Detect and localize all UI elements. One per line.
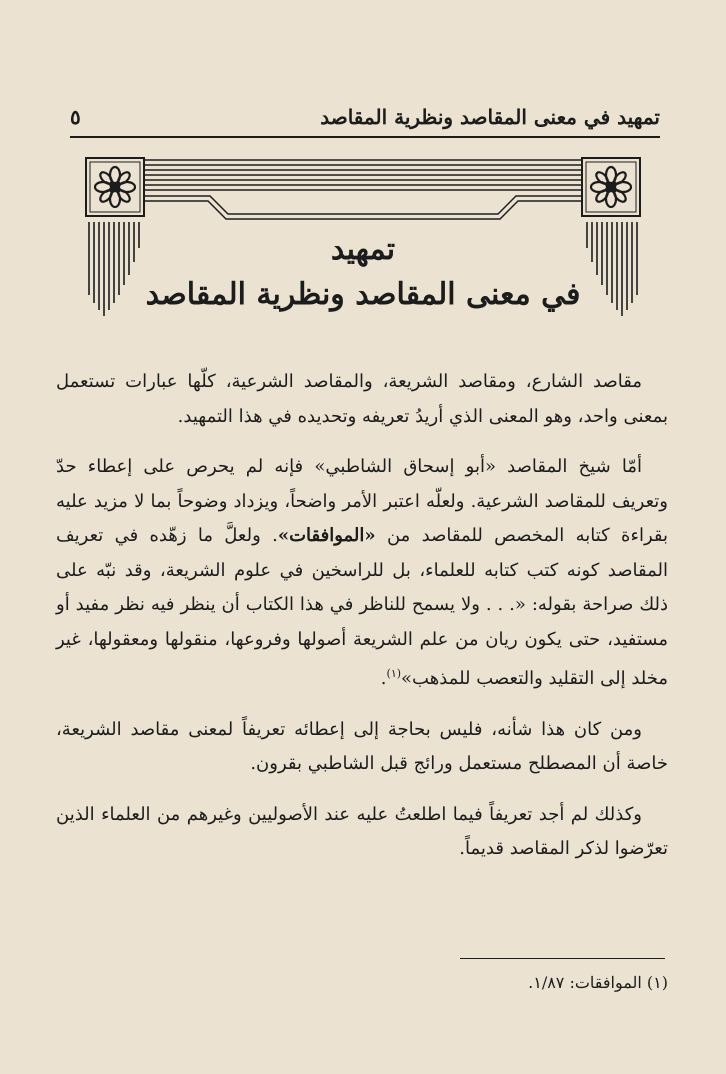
paragraph-2-part-b: . ولعلَّ ما زهّده في تعريف المقاصد كونه كتب كتابه للعلماء، بل للراسخين في علوم الشريعة، وقد نبّه على ذلك صراحة بقوله: «. . . ولا يسمح للناظر في هذا الكتاب أن ينظر فيه نظر مفيد أو مستفيد، حتى يكون ريان من علم الشريعة أصولها وفروعها، منقولها ومعقولها، غير مخلد إلى التقليد والتعصب للمذهب» xyxy=(56,525,668,689)
footnote-rule xyxy=(460,958,665,959)
paragraph-2 xyxy=(56,450,668,697)
left-medallion xyxy=(86,158,144,216)
paragraph-2-part-a: أمّا شيخ المقاصد «أبو إسحاق الشاطبي» فإنه لم يحرص على إعطاء حدّ وتعريف للمقاصد الشرعية. ولعلّه اعتبر الأمر واضحاً، ويزداد وضوحاً بما لا مزيد عليه بقراءة كتابه المخصص للمقاصد من xyxy=(56,456,668,546)
book-title-muwafaqat: «الموافقات» xyxy=(277,525,376,546)
right-medallion xyxy=(582,158,640,216)
footnote-ref[interactable]: (١) xyxy=(386,667,402,680)
page-number: ٥ xyxy=(70,105,81,129)
chapter-title: تمهيد xyxy=(330,232,396,267)
paragraph-4: وكذلك لم أجد تعريفاً فيما اطلعتُ عليه عند الأصوليين وغيرهم من العلماء الذين تعرّضوا لذكر المقاصد قديماً. xyxy=(56,803,668,859)
paragraph-2-end: . xyxy=(380,668,387,689)
paragraph-1: مقاصد الشارع، ومقاصد الشريعة، والمقاصد الشرعية، كلّها عبارات تستعمل بمعنى واحد، وهو المعنى الذي أريدُ تعريفه وتحديده في هذا التمهيد. xyxy=(56,371,668,427)
ornament-stripes xyxy=(144,160,582,190)
body-text xyxy=(56,365,668,883)
chapter-subtitle: في معنى المقاصد ونظرية المقاصد xyxy=(145,277,581,312)
footnote: (١) الموافقات: ١/٨٧. xyxy=(528,973,668,992)
paragraph-3: ومن كان هذا شأنه، فليس بحاجة إلى إعطائه تعريفاً لمعنى مقاصد الشريعة، خاصة أن المصطلح مستعمل ورائج قبل الشاطبي بقرون. xyxy=(56,718,668,774)
running-title: تمهيد في معنى المقاصد ونظرية المقاصد xyxy=(320,105,660,129)
